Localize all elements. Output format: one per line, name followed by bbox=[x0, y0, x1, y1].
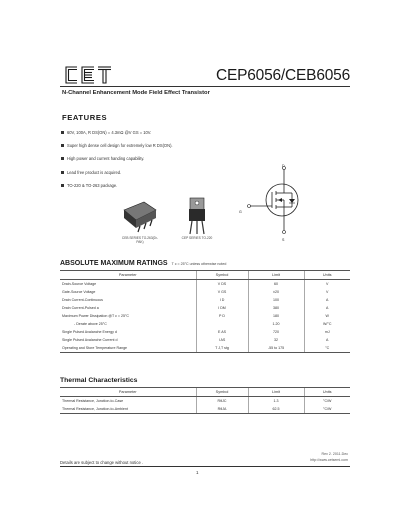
table-header-row: Parameter Symbol Limit Units bbox=[60, 271, 350, 280]
bullet-icon bbox=[61, 171, 64, 174]
thermal-heading: Thermal Characteristics bbox=[60, 377, 138, 384]
table-row: Drain Current-Continuous I D 100 A bbox=[60, 296, 350, 304]
bullet-icon bbox=[61, 157, 64, 160]
to263-package-image bbox=[120, 196, 162, 234]
table-row: Maximum Power Dissipation @T c = 25°C P D 180 W bbox=[60, 312, 350, 320]
table-row: Thermal Resistance, Junction-to-Case RθJC 1.3 °C/W bbox=[60, 397, 350, 406]
table-row: Gate-Source Voltage V GS ±20 V bbox=[60, 288, 350, 296]
to220-label: CEP SERIES TO-220 bbox=[181, 236, 213, 240]
feature-item: High power and current handing capability. bbox=[61, 156, 144, 161]
header-rule bbox=[60, 86, 350, 87]
thermal-table bbox=[60, 387, 350, 414]
table-header-row: Parameter Symbol Limit Units bbox=[60, 388, 350, 397]
table-row: Single Pulsed Avalanche Energy d E AS 720 mJ bbox=[60, 328, 350, 336]
bullet-icon bbox=[61, 184, 64, 187]
pin-g-label: G bbox=[239, 210, 242, 214]
features-heading: FEATURES bbox=[62, 113, 108, 122]
bullet-icon bbox=[61, 144, 64, 147]
feature-item: Super high dense cell design for extremely low R DS(ON). bbox=[61, 143, 173, 148]
table-row: Single Pulsed Avalanche Current d I AS 32 A bbox=[60, 336, 350, 344]
to263-label: CEB SERIES TO-263(D²-PAK) bbox=[121, 236, 159, 244]
to220-package-image bbox=[182, 196, 212, 236]
mosfet-symbol-icon bbox=[236, 162, 312, 238]
feature-item: 60V, 100A, R DS(ON) = 4.3mΩ @V GS = 10V. bbox=[61, 130, 151, 135]
company-logo bbox=[63, 64, 113, 86]
table-row: - Derate above 25°C 1.20 W/°C bbox=[60, 320, 350, 328]
abs-max-table bbox=[60, 270, 350, 353]
pin-s-label: S bbox=[282, 238, 285, 242]
footer-rule bbox=[60, 466, 350, 467]
table-row: Drain Current-Pulsed a I DM 380 A bbox=[60, 304, 350, 312]
source-url: http://www.cetsemi.com bbox=[310, 458, 348, 462]
part-numbers: CEP6056/CEB6056 bbox=[215, 67, 350, 84]
footer-note: Details are subject to change without notice . bbox=[60, 460, 144, 465]
page-number: 1 bbox=[196, 470, 199, 475]
feature-item: TO-220 & TO-263 package. bbox=[61, 183, 117, 188]
feature-item: Lead free product is acquired. bbox=[61, 170, 121, 175]
abs-max-heading: ABSOLUTE MAXIMUM RATINGS T c = 25°C unless otherwise noted bbox=[60, 260, 227, 267]
table-row: Drain-Source Voltage V DS 60 V bbox=[60, 280, 350, 289]
bullet-icon bbox=[61, 131, 64, 134]
table-row: Thermal Resistance, Junction-to-Ambient RθJA 62.5 °C/W bbox=[60, 405, 350, 414]
document-subtitle: N-Channel Enhancement Mode Field Effect Transistor bbox=[62, 90, 210, 96]
revision-info: Rev 2. 2011.Dec bbox=[321, 452, 348, 456]
pin-d-label: D bbox=[282, 164, 285, 168]
table-row: Operating and Store Temperature Range T J,T stg -55 to 175 °C bbox=[60, 344, 350, 353]
